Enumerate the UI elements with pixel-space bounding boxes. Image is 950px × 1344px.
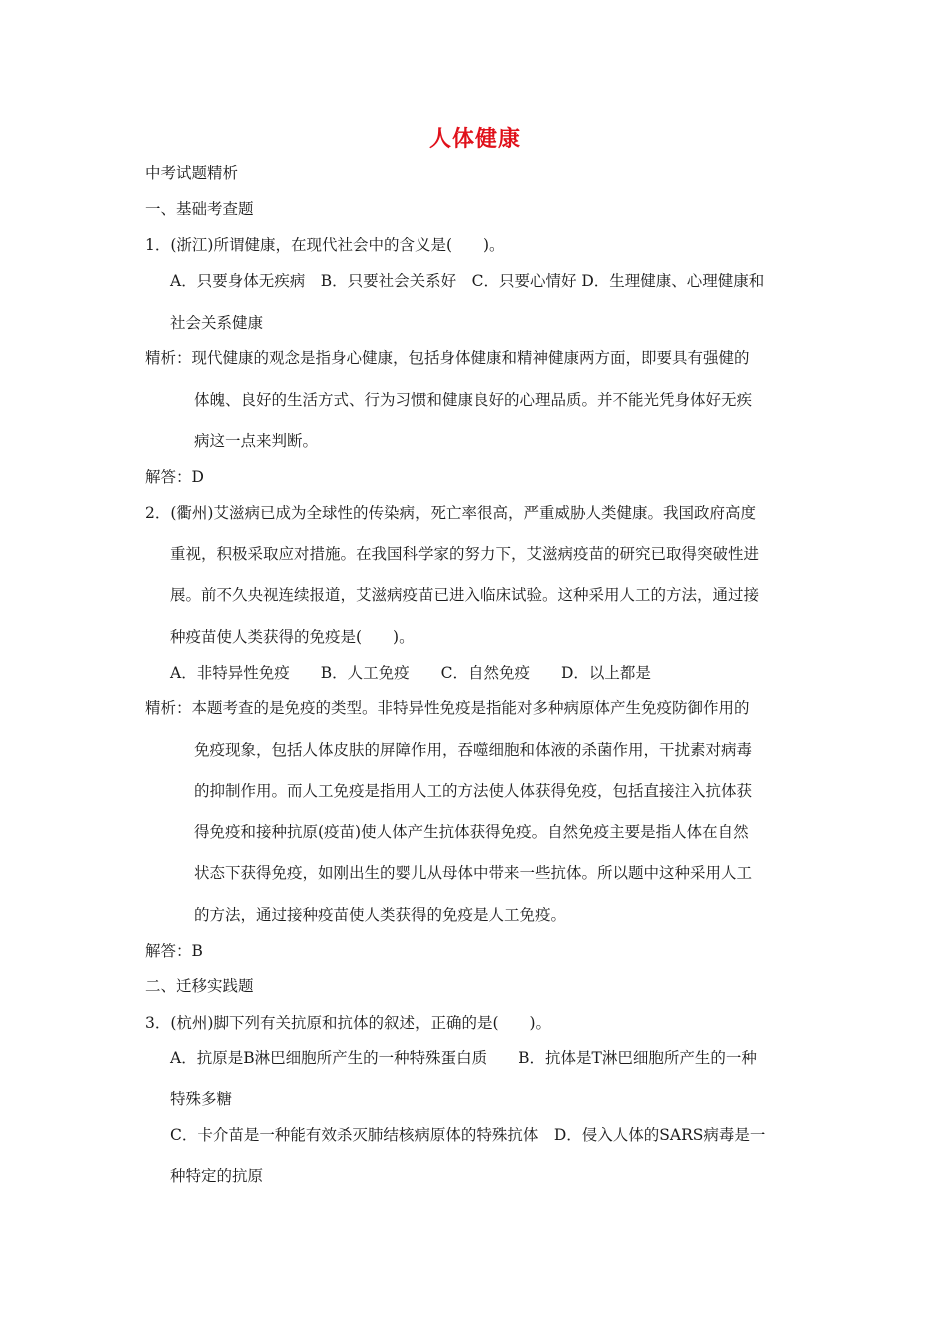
q2-analysis-line: 精析：本题考查的是免疫的类型。非特异性免疫是指能对多种病原体产生免疫防御作用的 [145,699,750,717]
q2-analysis-line: 免疫现象，包括人体皮肤的屏障作用，吞噬细胞和体液的杀菌作用，干扰素对病毒 [194,741,753,759]
q1-stem: 1．(浙江)所谓健康，在现代社会中的含义是( )。 [145,236,505,254]
q2-answer: 解答：B [145,942,203,960]
section-basic: 一、基础考查题 [145,200,254,218]
q1-answer: 解答：D [145,468,204,486]
q2-analysis-line: 得免疫和接种抗原(疫苗)使人体产生抗体获得免疫。自然免疫主要是指人体在自然 [194,823,749,841]
q1-options-line: 社会关系健康 [170,314,264,332]
q2-stem-line: 重视，积极采取应对措施。在我国科学家的努力下，艾滋病疫苗的研究已取得突破性进 [170,545,760,563]
q3-options-line: A．抗原是B淋巴细胞所产生的一种特殊蛋白质 B．抗体是T淋巴细胞所产生的一种 [170,1049,757,1067]
page-title: 人体健康 [428,127,521,152]
q1-analysis-line: 精析：现代健康的观念是指身心健康，包括身体健康和精神健康两方面，即要具有强健的 [145,349,750,367]
q2-stem-line: 2．(衢州)艾滋病已成为全球性的传染病，死亡率很高，严重威胁人类健康。我国政府高度 [145,504,756,522]
q3-options-line: 特殊多糖 [170,1090,233,1108]
q2-analysis-line: 的抑制作用。而人工免疫是指用人工的方法使人体获得免疫，包括直接注入抗体获 [194,782,753,800]
q2-stem-line: 种疫苗使人类获得的免疫是( )。 [170,628,415,646]
section-heading: 中考试题精析 [145,164,239,182]
q1-options-line: A．只要身体无疾病 B．只要社会关系好 C．只要心情好 D．生理健康、心理健康和 [170,272,765,290]
q2-stem-line: 展。前不久央视连续报道，艾滋病疫苗已进入临床试验。这种采用人工的方法，通过接 [170,586,760,604]
q2-analysis-line: 状态下获得免疫，如刚出生的婴儿从母体中带来一些抗体。所以题中这种采用人工 [194,864,753,882]
section-transfer: 二、迁移实践题 [145,977,254,995]
q2-analysis-line: 的方法，通过接种疫苗使人类获得的免疫是人工免疫。 [194,906,567,924]
q3-options-line: C．卡介苗是一种能有效杀灭肺结核病原体的特殊抗体 D．侵入人体的SARS病毒是一 [170,1126,766,1144]
q1-analysis-line: 病这一点来判断。 [194,432,319,450]
q1-analysis-line: 体魄、良好的生活方式、行为习惯和健康良好的心理品质。并不能光凭身体好无疾 [194,391,753,409]
q3-stem: 3．(杭州)脚下列有关抗原和抗体的叙述，正确的是( )。 [145,1014,552,1032]
q2-options: A．非特异性免疫 B．人工免疫 C．自然免疫 D．以上都是 [170,664,651,682]
q3-options-line: 种特定的抗原 [170,1167,264,1185]
